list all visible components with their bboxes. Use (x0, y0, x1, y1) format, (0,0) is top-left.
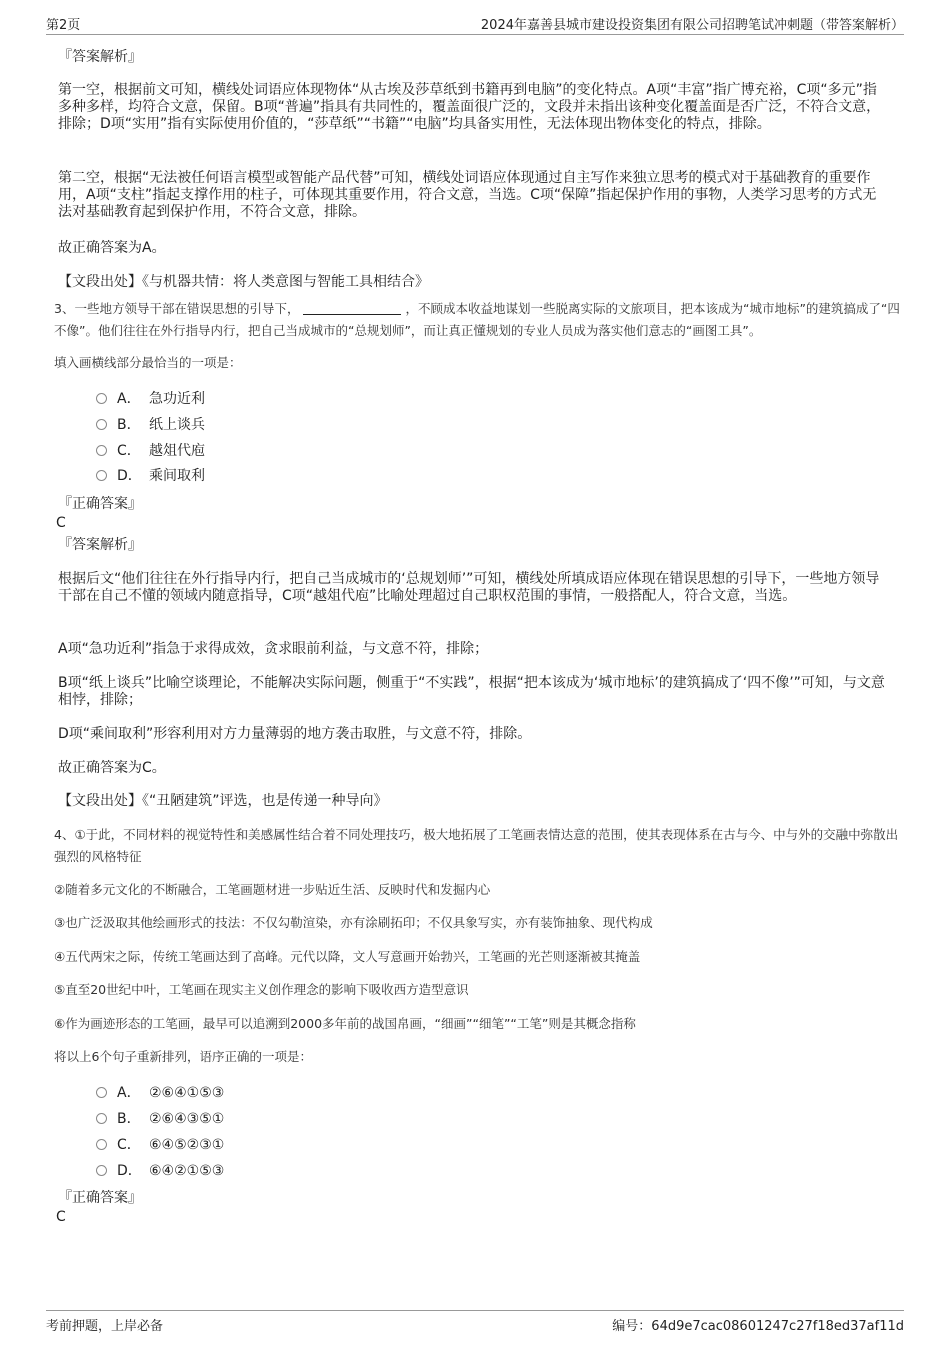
q3-conclusion: 故正确答案为C。 (58, 760, 166, 776)
q4-answer-title: 『正确答案』 (58, 1190, 142, 1206)
radio-icon[interactable] (96, 1087, 107, 1098)
q3-blank (303, 300, 401, 315)
page-number: 第2页 (46, 18, 81, 33)
page-footer (46, 1310, 904, 1335)
q4-sentence-1: 4、①于此，不同材料的视觉特性和美感属性结合着不同处理技巧，极大地拓展了工笔画表情达意的范围，使其表现体系在古与今、中与外的交融中弥散出强烈的风格特征 (54, 827, 899, 864)
q4-sentence-5: ⑤直至20世纪中叶，工笔画在现实主义创作理念的影响下吸收西方造型意识 (54, 982, 469, 997)
q4-prompt: 将以上6个句子重新排列，语序正确的一项是： (54, 1049, 312, 1064)
q2-source: 【文段出处】《与机器共情：将人类意图与智能工具相结合》 (58, 274, 429, 290)
q3-analysis-p3: B项“纸上谈兵”比喻空谈理论，不能解决实际问题，侧重于“不实践”，根据“把本该成为‘城市地标’的建筑搞成了‘四不像’”可知，与文意相悖，排除； (58, 675, 885, 708)
radio-icon[interactable] (96, 393, 107, 404)
radio-icon[interactable] (96, 419, 107, 430)
q2-conclusion: 故正确答案为A。 (58, 240, 166, 256)
q3-answer: C (56, 515, 66, 531)
radio-icon[interactable] (96, 470, 107, 481)
q3-analysis-p2: A项“急功近利”指急于求得成效，贪求眼前利益，与文意不符，排除； (58, 641, 489, 657)
q3-source: 【文段出处】《“丑陋建筑”评选，也是传递一种导向》 (58, 793, 388, 809)
radio-icon[interactable] (96, 445, 107, 456)
q4-option-d[interactable]: D． ⑥④②①⑤③ (96, 1161, 224, 1181)
q3-analysis-p1: 根据后文“他们往往在外行指导内行，把自己当成城市的‘总规划师’”可知，横线处所填成语应体现在错误思想的引导下，一些地方领导干部在自己不懂的领域内随意指导，C项“越俎代庖”比喻处理超过自己职权范围的事情，一般搭配人，符合文意，当选。 (58, 571, 880, 604)
q4-sentence-3: ③也广泛汲取其他绘画形式的技法：不仅勾勒渲染，亦有涂刷拓印；不仅具象写实，亦有装饰抽象、现代构成 (54, 915, 653, 930)
q4-sentence-4: ④五代两宋之际，传统工笔画达到了高峰。元代以降，文人写意画开始勃兴，工笔画的光芒则逐渐被其掩盖 (54, 949, 641, 964)
q3-stem (54, 298, 900, 342)
q3-answer-title: 『正确答案』 (58, 496, 142, 512)
radio-icon[interactable] (96, 1139, 107, 1150)
q3-option-a[interactable]: A． 急功近利 (96, 389, 205, 409)
q3-option-c[interactable]: C． 越俎代庖 (96, 441, 205, 461)
q3-prompt: 填入画横线部分最恰当的一项是： (54, 355, 242, 370)
q3-analysis-p4: D项“乘间取利”形容利用对方力量薄弱的地方袭击取胜，与文意不符，排除。 (58, 726, 532, 742)
q4-sentence-6: ⑥作为画迹形态的工笔画，最早可以追溯到2000多年前的战国帛画，“细画”“细笔”“工笔”则是其概念指称 (54, 1016, 636, 1031)
q4-option-a[interactable]: A． ②⑥④①⑤③ (96, 1083, 224, 1103)
q4-option-c[interactable]: C． ⑥④⑤②③① (96, 1135, 224, 1155)
q3-analysis-title: 『答案解析』 (58, 537, 142, 553)
document-title: 2024年嘉善县城市建设投资集团有限公司招聘笔试冲刺题（带答案解析） (480, 18, 904, 33)
radio-icon[interactable] (96, 1165, 107, 1176)
q3-stem-part1: 3、一些地方领导干部在错误思想的引导下， (54, 301, 300, 316)
q2-analysis-title: 『答案解析』 (58, 49, 142, 65)
q4-answer: C (56, 1209, 66, 1225)
q3-option-d[interactable]: D． 乘间取利 (96, 466, 205, 486)
q4-sentence-2: ②随着多元文化的不断融合，工笔画题材进一步贴近生活、反映时代和发掘内心 (54, 882, 491, 897)
page-header (46, 12, 904, 35)
q2-analysis-p1: 第一空，根据前文可知，横线处词语应体现物体“从古埃及莎草纸到书籍再到电脑”的变化特点。A项“丰富”指广博充裕，C项“多元”指多种多样，均符合文意，保留。B项“普遍”指具有共同性的，覆盖面很广泛的，文段并未指出该种变化覆盖面是否广泛，不符合文意，排除；D项“实用”指有实际使用价值的，“莎草纸”“书籍”“电脑”均具备实用性，无法体现出物体变化的特点，排除。 (58, 82, 881, 132)
q3-option-b[interactable]: B． 纸上谈兵 (96, 415, 205, 435)
q2-analysis-p2: 第二空，根据“无法被任何语言模型或智能产品代替”可知，横线处词语应体现通过自主写作来独立思考的模式对于基础教育的重要作用，A项“支柱”指起支撑作用的柱子，可体现其重要作用，符合文意，当选。C项“保障”指起保护作用的事物，人类学习思考的方式无法对基础教育起到保护作用，不符合文意，排除。 (58, 170, 877, 220)
footer-slogan: 考前押题，上岸必备 (46, 1319, 164, 1334)
radio-icon[interactable] (96, 1113, 107, 1124)
q3-stem-part2: ，不顾成本收益地谋划一些脱离实际的文旅项目，把本该成为“城市地标”的建筑搞成了“四不像”。他们往往在外行指导内行，把自己当成城市的“总规划师”，而让真正懂规划的专业人员成为落实他们意志的“画图工具”。 (54, 301, 900, 338)
footer-code: 编号：64d9e7cac08601247c27f18ed37af11d (612, 1319, 904, 1334)
q4-option-b[interactable]: B． ②⑥④③⑤① (96, 1109, 224, 1129)
